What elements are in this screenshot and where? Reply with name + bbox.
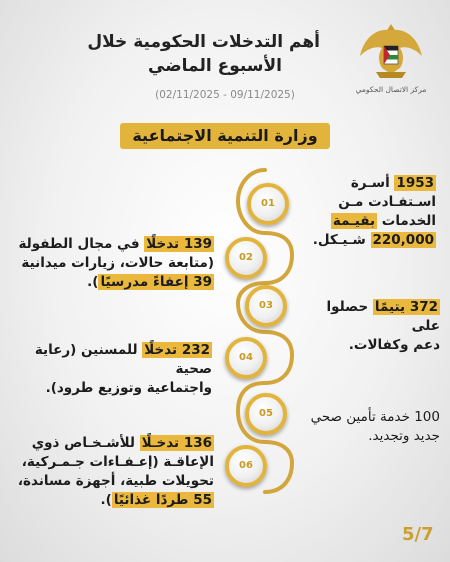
stat-item-01 bbox=[308, 174, 436, 250]
stat-item-05 bbox=[300, 408, 440, 446]
stat-text: ). bbox=[100, 492, 112, 508]
section-title: وزارة التنمية الاجتماعية bbox=[132, 126, 318, 145]
stat-item-03 bbox=[300, 298, 440, 355]
stat-text: واجتماعية وتوزيع طرود). bbox=[45, 380, 212, 396]
step-badge-03: 03 bbox=[245, 285, 287, 327]
step-badge-01: 01 bbox=[247, 183, 289, 225]
date-range: (02/11/2025 - 09/11/2025) bbox=[155, 89, 295, 101]
stat-text: ). bbox=[87, 274, 99, 290]
stat-highlight: 220,000 bbox=[372, 232, 434, 248]
stat-text: أسـرة bbox=[350, 175, 395, 191]
stat-highlight: 39 إعفاءً مدرسيًا bbox=[100, 274, 212, 290]
stat-text: (متابعة حالات، زيارات ميدانية bbox=[21, 255, 214, 271]
stat-text: دعم وكفالات. bbox=[348, 337, 440, 353]
stat-highlight: 1953 bbox=[396, 175, 434, 191]
page-number: 5/7 bbox=[402, 524, 434, 545]
stat-highlight: 139 تدخلًا bbox=[146, 236, 212, 252]
stat-text: الخدمات bbox=[377, 213, 436, 229]
step-badge-04: 04 bbox=[225, 337, 267, 379]
step-badge-05: 05 bbox=[245, 393, 287, 435]
stat-text: اسـتفـادت مـن bbox=[338, 194, 436, 210]
stat-item-04 bbox=[6, 341, 212, 398]
stat-text: للمسنين (رعاية صحية bbox=[34, 342, 212, 377]
stat-item-02 bbox=[6, 235, 214, 292]
stat-item-06 bbox=[6, 434, 214, 510]
stat-text: شـيـكل. bbox=[312, 232, 371, 248]
stat-highlight: 232 تدخلًا bbox=[144, 342, 210, 358]
stat-text: في مجال الطفولة bbox=[18, 236, 145, 252]
stat-text: 100 خدمة تأمين صحي bbox=[310, 409, 440, 425]
stat-highlight: 372 يتيمًا bbox=[374, 299, 438, 315]
stat-text: حصلوا على bbox=[326, 299, 440, 334]
stat-text: للأشـخـاص ذوي bbox=[31, 435, 140, 451]
title-line-1: أهم التدخلات الحكومية خلال bbox=[87, 32, 320, 52]
stat-text: الإعاقـة (إعـفـاءات جـمـركية، bbox=[21, 454, 214, 470]
stat-highlight: بقيـمة bbox=[332, 213, 376, 229]
title-line-2: الأسبوع الماضي bbox=[148, 56, 282, 76]
step-badge-06: 06 bbox=[225, 445, 267, 487]
step-badge-02: 02 bbox=[225, 237, 267, 279]
stat-highlight: 136 تدخـلًا bbox=[141, 435, 212, 451]
stat-text: تحويلات طبية، أجهزة مساندة، bbox=[17, 473, 214, 489]
stat-highlight: 55 طردًا غذائيًا bbox=[113, 492, 212, 508]
stat-text: جديد وتجديد. bbox=[368, 428, 440, 444]
logo-label: مركز الاتصال الحكومي bbox=[355, 85, 427, 94]
